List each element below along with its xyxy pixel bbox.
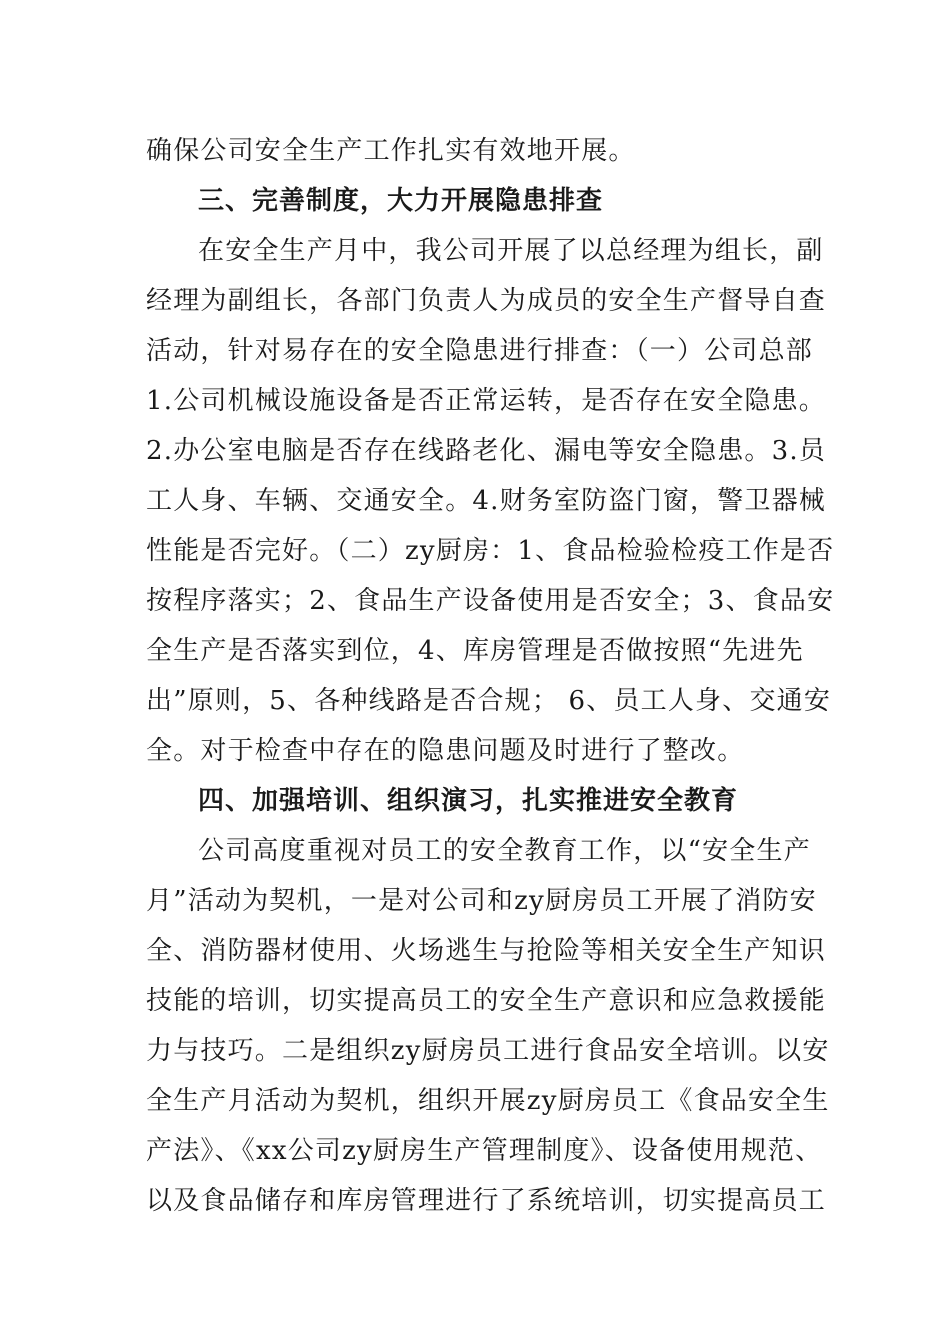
paragraph-line: 公司高度重视对员工的安全教育工作，以“安全生产	[198, 836, 811, 866]
paragraph-line: 确保公司安全生产工作扎实有效地开展。	[146, 136, 636, 166]
paragraph-line: 在安全生产月中，我公司开展了以总经理为组长，副	[198, 236, 824, 266]
paragraph-line: 性能是否完好。（二）zy厨房：1、食品检验检疫工作是否	[146, 536, 835, 566]
paragraph-line: 月”活动为契机，一是对公司和zy厨房员工开展了消防安	[146, 886, 817, 916]
paragraph-line: 产法》、《xx公司zy厨房生产管理制度》、设备使用规范、	[146, 1136, 823, 1166]
paragraph-line: 以及食品储存和库房管理进行了系统培训，切实提高员工	[146, 1186, 827, 1216]
paragraph-line: 技能的培训，切实提高员工的安全生产意识和应急救援能	[146, 986, 827, 1016]
section-heading-3: 三、完善制度，大力开展隐患排查	[198, 186, 604, 216]
paragraph-line: 经理为副组长，各部门负责人为成员的安全生产督导自查	[146, 286, 827, 316]
paragraph-line: 全生产月活动为契机，组织开展zy厨房员工《食品安全生	[146, 1086, 830, 1116]
paragraph-line: 全生产是否落实到位，4、库房管理是否做按照“先进先	[146, 636, 804, 666]
section-heading-4: 四、加强培训、组织演习，扎实推进安全教育	[198, 786, 739, 816]
paragraph-line: 1.公司机械设施设备是否正常运转，是否存在安全隐患。	[146, 386, 827, 416]
paragraph-line: 活动，针对易存在的安全隐患进行排查：（一）公司总部	[146, 336, 814, 366]
paragraph-line: 按程序落实；2、食品生产设备使用是否安全；3、食品安	[146, 586, 835, 616]
paragraph-line: 全。对于检查中存在的隐患问题及时进行了整改。	[146, 736, 745, 766]
paragraph-line: 全、消防器材使用、火场逃生与抢险等相关安全生产知识	[146, 936, 827, 966]
paragraph-line: 2.办公室电脑是否存在线路老化、漏电等安全隐患。3.员	[146, 436, 827, 466]
paragraph-line: 出”原则，5、各种线路是否合规； 6、员工人身、交通安	[146, 686, 832, 716]
paragraph-line: 力与技巧。二是组织zy厨房员工进行食品安全培训。以安	[146, 1036, 830, 1066]
paragraph-line: 工人身、车辆、交通安全。4.财务室防盗门窗，警卫器械	[146, 486, 827, 516]
